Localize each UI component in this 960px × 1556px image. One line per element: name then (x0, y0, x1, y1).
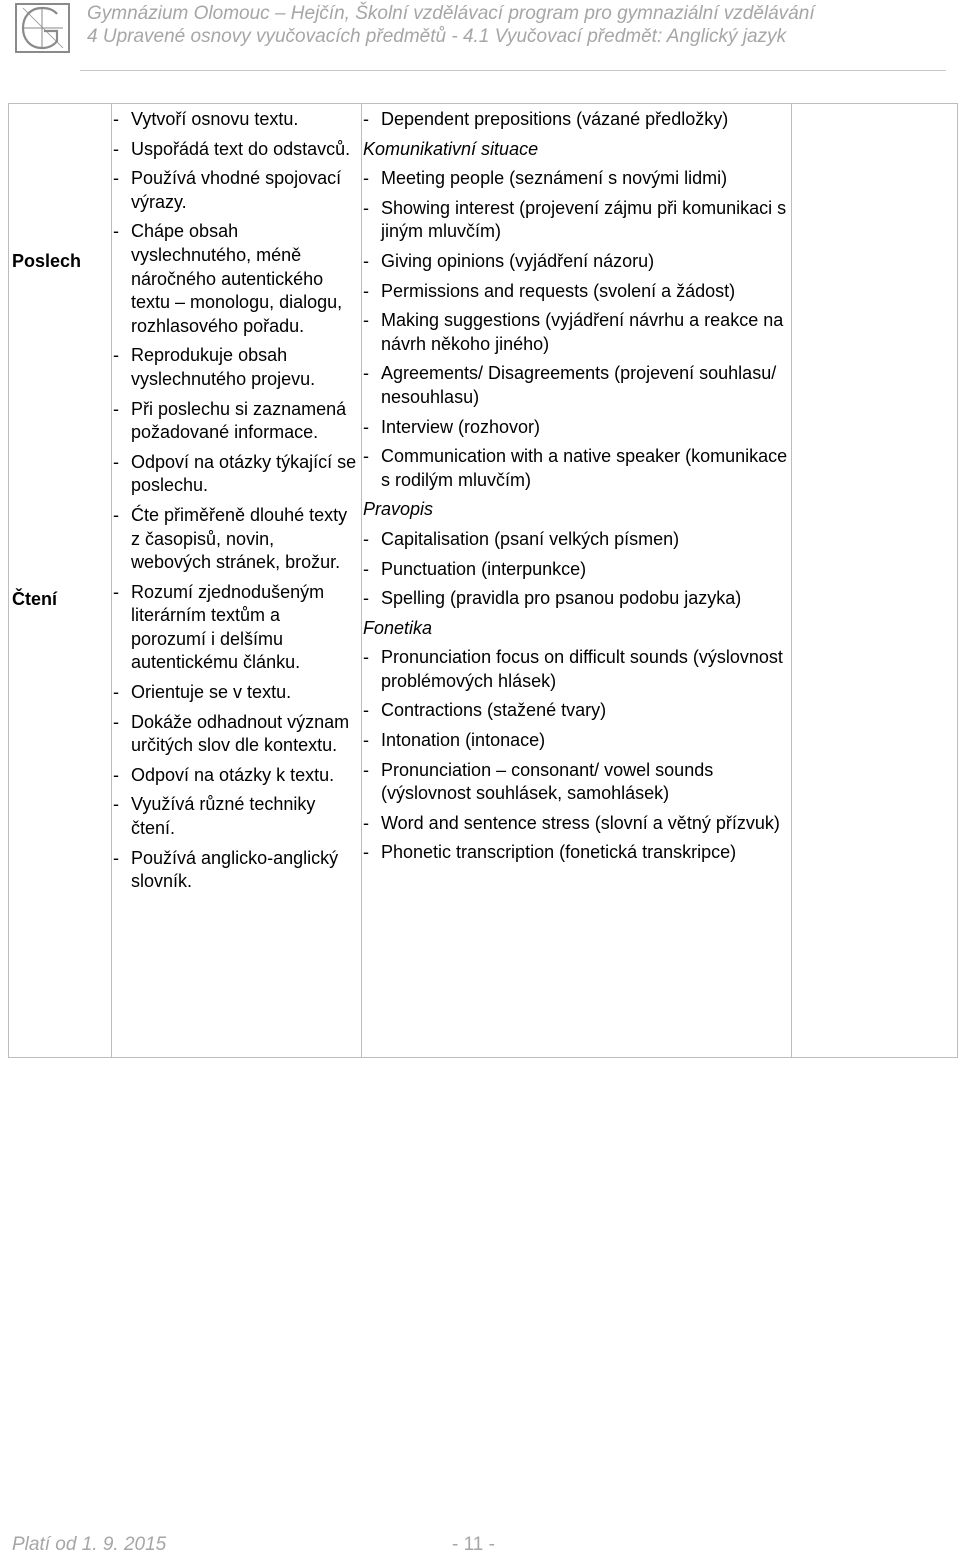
list-item: - Dependent prepositions (vázané předložky) (363, 109, 729, 129)
list-item: - Uspořádá text do odstavců. (113, 138, 351, 159)
section-heading-pravopis: Pravopis (363, 499, 434, 520)
section-heading-fonetika: Fonetika (363, 617, 433, 638)
list-item: - Odpoví na otázky k textu. (113, 764, 335, 785)
list-item: - Orientuje se v textu. (113, 682, 292, 703)
list-item: - Ćte přiměřeně dlouhé texty z časopisů, novin, webových stránek, brožur. (113, 504, 348, 573)
list-item: - Interview (rozhovor) (363, 416, 541, 437)
list-item: - Při poslechu si zaznamená požadované informace. (113, 398, 347, 443)
list-item: - Odpoví na otázky týkající se poslechu. (113, 451, 357, 496)
list-item: - Pronunciation – consonant/ vowel sounds (výslovnost souhlásek, samohlásek) (363, 759, 714, 804)
list-item: - Word and sentence stress (slovní a větný přízvuk) (363, 812, 780, 833)
list-item: - Punctuation (interpunkce) (363, 558, 587, 579)
footer-page-number: - 11 - (452, 1534, 495, 1555)
curriculum-table (8, 103, 958, 1058)
row-label-cteni: Čtení (12, 589, 57, 609)
list-item: - Contractions (stažené tvary) (363, 700, 607, 721)
list-item: - Rozumí zjednodušeným literárním textům a porozumí i delšímu autentickému článku. (113, 581, 325, 673)
list-item: - Používá anglicko-anglický slovník. (113, 847, 339, 892)
list-item: - Intonation (intonace) (363, 730, 546, 751)
header-subtitle: 4 Upravené osnovy vyučovacích předmětů - 4.1 Vyučovací předmět: Anglický jazyk (87, 26, 787, 47)
list-item: - Capitalisation (psaní velkých písmen) (363, 528, 680, 549)
section-heading-komunikativni: Komunikativní situace (363, 138, 539, 159)
school-logo-icon (15, 3, 70, 53)
page-header (0, 0, 960, 72)
list-item: - Chápe obsah vyslechnutého, méně náročného autentického textu – monologu, dialogu, rozhlasového pořadu. (113, 221, 343, 336)
content-column (363, 108, 791, 871)
list-item: - Giving opinions (vyjádření názoru) (363, 250, 655, 271)
footer-validity-date: Platí od 1. 9. 2015 (12, 1534, 167, 1555)
list-item: - Communication with a native speaker (komunikace s rodilým mluvčím) (363, 446, 788, 490)
column-divider (791, 104, 792, 1057)
list-item: - Reprodukuje obsah vyslechnutého projevu. (113, 345, 316, 389)
header-title: Gymnázium Olomouc – Hejčín, Školní vzdělávací program pro gymnaziální vzdělávání (87, 3, 815, 24)
header-divider (80, 70, 946, 71)
list-item: - Permissions and requests (svolení a žádost) (363, 280, 736, 301)
list-item: - Making suggestions (vyjádření návrhu a reakce na návrh někoho jiného) (363, 310, 784, 354)
row-label-poslech: Poslech (12, 251, 82, 271)
list-item: - Phonetic transcription (fonetická transkripce) (363, 842, 737, 863)
list-item: - Agreements/ Disagreements (projevení souhlasu/ nesouhlasu) (363, 363, 777, 407)
list-item: - Dokáže odhadnout význam určitých slov dle kontextu. (113, 711, 350, 756)
column-divider (361, 104, 362, 1057)
list-item: - Pronunciation focus on difficult sounds (výslovnost problémových hlásek) (363, 647, 783, 691)
list-item: - Meeting people (seznámení s novými lidmi) (363, 168, 728, 189)
list-item: - Showing interest (projevení zájmu při komunikaci s jiným mluvčím) (363, 197, 787, 242)
outcomes-column (113, 108, 359, 900)
list-item: - Spelling (pravidla pro psanou podobu jazyka) (363, 588, 742, 609)
list-item: - Vytvoří osnovu textu. (113, 109, 299, 129)
list-item: - Používá vhodné spojovací výrazy. (113, 168, 342, 212)
column-divider (111, 104, 112, 1057)
list-item: - Využívá různé techniky čtení. (113, 794, 316, 839)
